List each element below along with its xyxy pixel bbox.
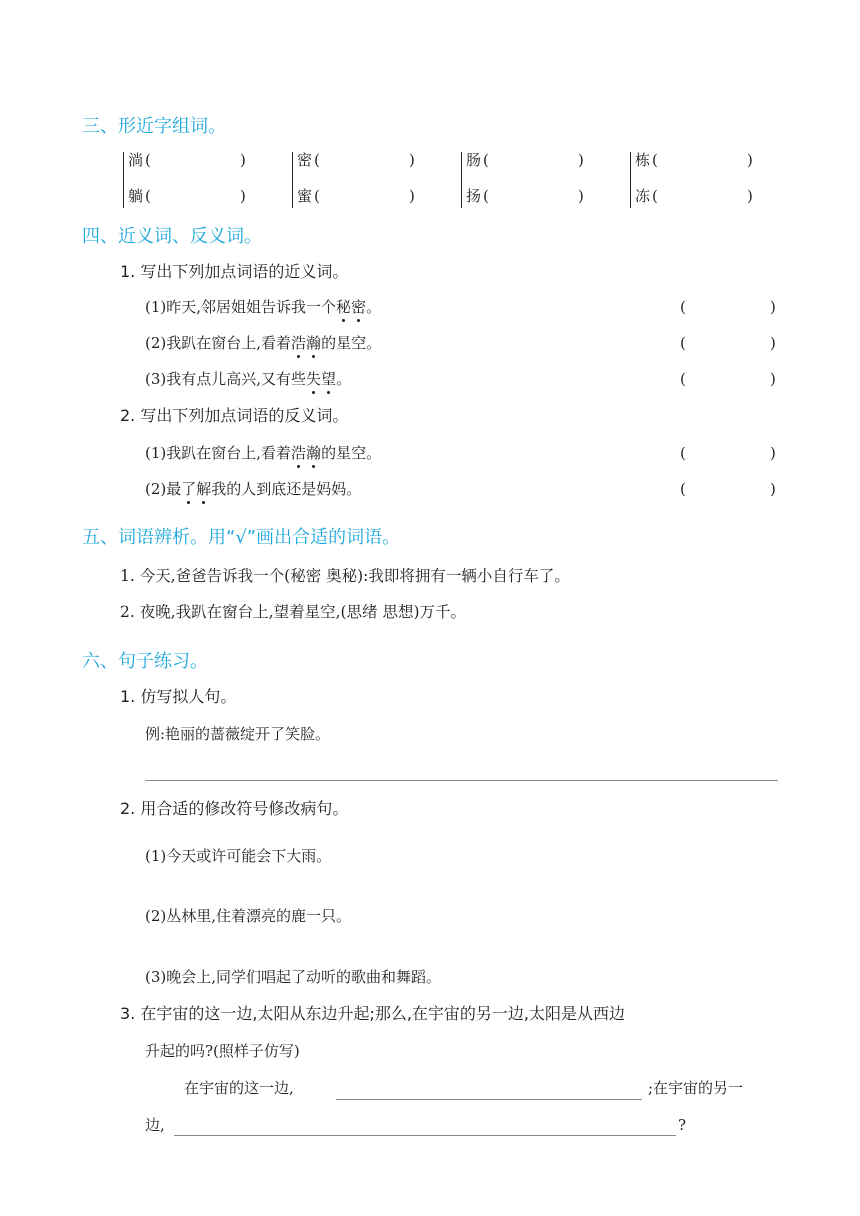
group-char-top: 栋 bbox=[635, 151, 651, 169]
section6-heading: 六、句子练习。 bbox=[82, 651, 208, 672]
question-title-cont: 升起的吗?(照样子仿写) bbox=[145, 1042, 300, 1060]
dotted-word bbox=[181, 480, 211, 498]
dotted-char: 失 bbox=[306, 370, 322, 388]
dotted-char: 瀚 bbox=[306, 334, 322, 352]
fill-text: ? bbox=[678, 1116, 687, 1134]
answer-line bbox=[174, 1135, 676, 1136]
section3-heading: 三、形近字组词。 bbox=[82, 116, 226, 137]
answer-open-paren: ( bbox=[680, 444, 686, 462]
question-item: 2. 夜晚,我趴在窗台上,望着星空,(思绪 思想)万千。 bbox=[120, 603, 467, 621]
group-char-top: 淌 bbox=[128, 151, 144, 169]
dotted-word bbox=[336, 298, 366, 316]
answer-close-paren: ) bbox=[770, 480, 776, 498]
answer-close-paren: ) bbox=[770, 370, 776, 388]
question-item: (2)我趴在窗台上,看着浩瀚的星空。 bbox=[145, 334, 382, 352]
answer-open-paren: ( bbox=[680, 298, 686, 316]
fill-text: 边, bbox=[145, 1116, 165, 1134]
answer-open-paren: ( bbox=[680, 370, 686, 388]
dotted-char: 秘 bbox=[336, 298, 352, 316]
question-title: 3. 在宇宙的这一边,太阳从东边升起;那么,在宇宙的另一边,太阳是从西边 bbox=[120, 1004, 626, 1023]
answer-close-paren: ) bbox=[770, 298, 776, 316]
section5-heading: 五、词语辨析。用“√”画出合适的词语。 bbox=[82, 527, 401, 548]
dotted-char: 了 bbox=[181, 480, 197, 498]
dotted-word bbox=[306, 370, 336, 388]
group-char-top: 密 bbox=[297, 151, 313, 169]
answer-close-paren: ) bbox=[770, 444, 776, 462]
dotted-word bbox=[291, 334, 321, 352]
answer-open-paren: ( bbox=[680, 480, 686, 498]
question-item: 1. 今天,爸爸告诉我一个(秘密 奥秘):我即将拥有一辆小自行车了。 bbox=[120, 567, 570, 585]
question-title: 2. 用合适的修改符号修改病句。 bbox=[120, 799, 349, 818]
dotted-char: 密 bbox=[351, 298, 367, 316]
dotted-char: 望 bbox=[321, 370, 337, 388]
question-item: (2)丛林里,住着漂亮的鹿一只。 bbox=[145, 907, 352, 925]
answer-line bbox=[145, 780, 778, 781]
group-char-top: 肠 bbox=[466, 151, 482, 169]
question-item: (2)最了解我的人到底还是妈妈。 bbox=[145, 480, 362, 498]
question-item: (1)我趴在窗台上,看着浩瀚的星空。 bbox=[145, 444, 382, 462]
example-sentence: 例:艳丽的蔷薇绽开了笑脸。 bbox=[145, 725, 331, 743]
group-char-bottom: 扬 bbox=[466, 187, 482, 205]
answer-close-paren: ) bbox=[770, 334, 776, 352]
question-title: 1. 仿写拟人句。 bbox=[120, 687, 237, 706]
question-item: (3)我有点儿高兴,又有些失望。 bbox=[145, 370, 352, 388]
question-item: (3)晚会上,同学们唱起了动听的歌曲和舞蹈。 bbox=[145, 968, 442, 986]
question-item: (1)今天或许可能会下大雨。 bbox=[145, 847, 332, 865]
dotted-word bbox=[291, 444, 321, 462]
group-char-bottom: 冻 bbox=[635, 187, 651, 205]
answer-line bbox=[336, 1099, 642, 1100]
fill-text: ;在宇宙的另一 bbox=[648, 1079, 744, 1097]
dotted-char: 浩 bbox=[291, 334, 307, 352]
answer-open-paren: ( bbox=[680, 334, 686, 352]
dotted-char: 瀚 bbox=[306, 444, 322, 462]
group-char-bottom: 躺 bbox=[128, 187, 144, 205]
question-title: 1. 写出下列加点词语的近义词。 bbox=[120, 262, 349, 281]
fill-text: 在宇宙的这一边, bbox=[184, 1079, 294, 1097]
question-item: (1)昨天,邻居姐姐告诉我一个秘密。 bbox=[145, 298, 382, 316]
section4-heading: 四、近义词、反义词。 bbox=[82, 226, 262, 247]
question-title: 2. 写出下列加点词语的反义词。 bbox=[120, 406, 349, 425]
dotted-char: 解 bbox=[196, 480, 212, 498]
dotted-char: 浩 bbox=[291, 444, 307, 462]
group-char-bottom: 蜜 bbox=[297, 187, 313, 205]
